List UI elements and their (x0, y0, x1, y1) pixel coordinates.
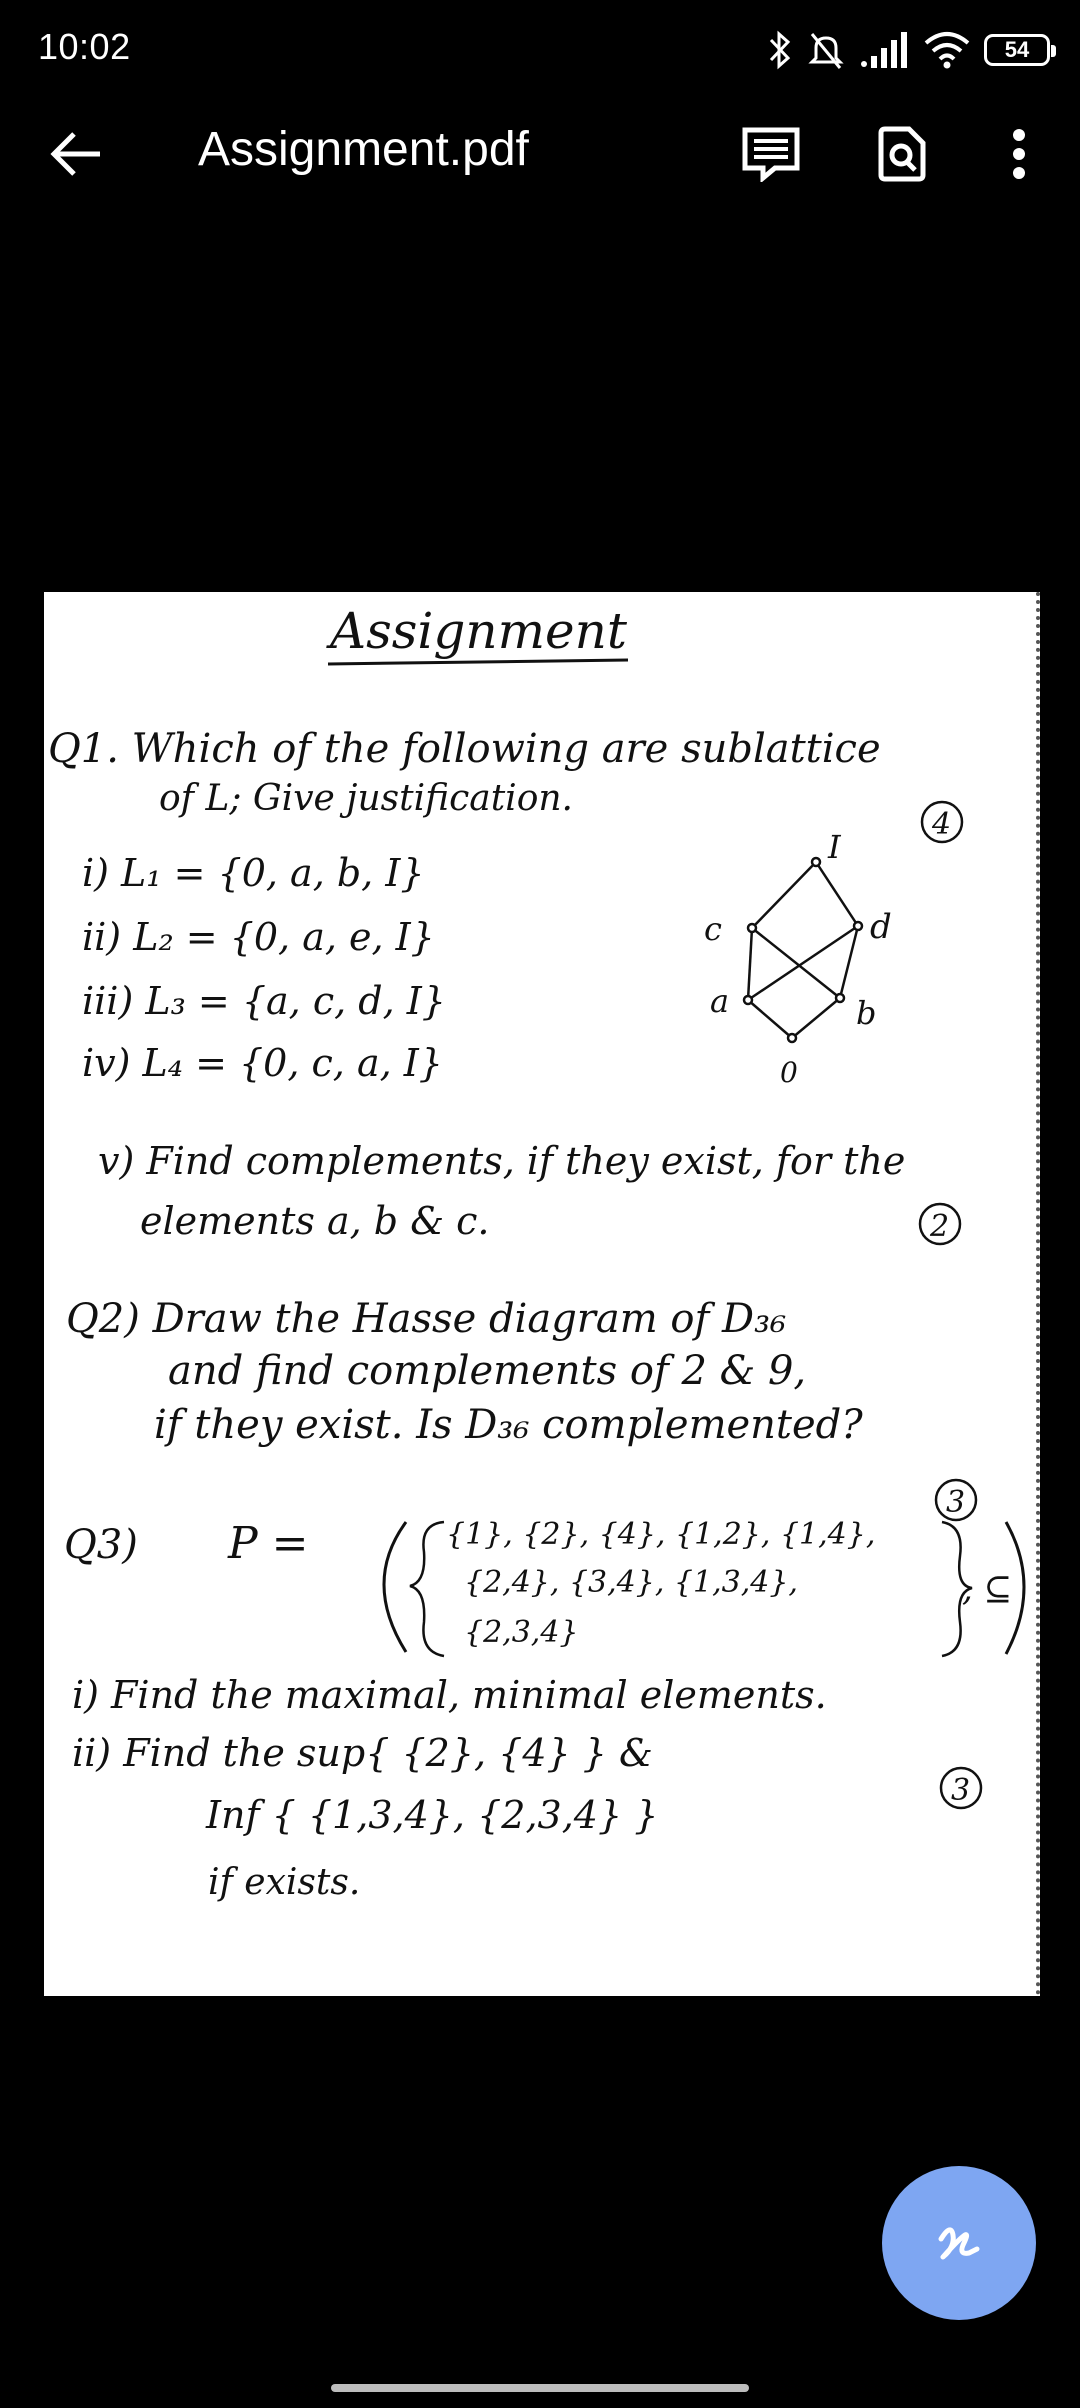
annotate-pen-icon (929, 2213, 989, 2273)
q3-marks: 3 (951, 1773, 971, 1808)
bluetooth-icon (768, 30, 792, 70)
q3-open-paren (384, 1522, 406, 1652)
q3-part2-line2: Inf { {1,3,4}, {2,3,4} } (206, 1793, 659, 1837)
lattice-label-bottom: 0 (780, 1056, 798, 1089)
back-arrow-icon (40, 118, 112, 190)
app-toolbar (0, 100, 1080, 204)
home-indicator[interactable] (331, 2384, 749, 2392)
q1-line2: of L; Give justification. (159, 778, 573, 819)
find-in-document-button[interactable] (866, 118, 938, 190)
document-title: Assignment.pdf (198, 123, 529, 176)
q3-part2-line1: ii) Find the sup{ {2}, {4} } & (72, 1731, 653, 1775)
clock: 10:02 (38, 26, 131, 67)
q1-item-3: iii) L₃ = {a, c, d, I} (82, 979, 446, 1023)
q3-part2-line3: if exists. (208, 1862, 361, 1903)
lattice-label-mid-right: b (856, 994, 877, 1032)
page-content (44, 592, 1036, 1996)
q2-line2: and find complements of 2 & 9, (168, 1348, 807, 1394)
lattice-diagram (744, 858, 862, 1042)
q1-part5-marks: 2 (930, 1209, 950, 1244)
q3-p-eq: P = (228, 1518, 309, 1569)
lattice-label-left: c (704, 910, 722, 948)
q1-item-4: iv) L₄ = {0, c, a, I} (82, 1041, 443, 1085)
q1-item-2: ii) L₂ = {0, a, e, I} (82, 915, 435, 959)
more-options-button[interactable] (983, 118, 1055, 190)
status-icons (768, 22, 1050, 78)
q2-marks: 3 (946, 1485, 966, 1520)
mute-icon (806, 30, 846, 70)
heading-underline (328, 660, 628, 664)
search-document-icon (877, 125, 927, 183)
annotate-fab-button[interactable] (882, 2166, 1036, 2320)
wifi-icon (924, 31, 970, 69)
q1-line1: Q1. Which of the following are sublattice (48, 726, 881, 772)
status-bar (0, 0, 1080, 100)
pdf-page[interactable] (44, 592, 1040, 1996)
q1-part5-line1: v) Find complements, if they exist, for the (98, 1139, 906, 1183)
page-heading: Assignment (330, 602, 627, 660)
q3-open-brace (410, 1522, 444, 1656)
q1-part5-line2: elements a, b & c. (140, 1199, 490, 1243)
battery-icon (984, 34, 1050, 66)
q3-set-line2: {2,4}, {3,4}, {1,3,4}, (464, 1565, 798, 1600)
q2-line1: Q2) Draw the Hasse diagram of D₃₆ (66, 1296, 787, 1342)
lattice-label-top: I (828, 828, 841, 866)
battery-level: 54 (1004, 37, 1030, 62)
q1-item-1: i) L₁ = {0, a, b, I} (82, 851, 425, 895)
lattice-label-mid-left: a (710, 982, 730, 1020)
more-vert-icon (1011, 128, 1027, 180)
lattice-label-right: d (870, 907, 892, 947)
q3-relation: , ⊆ (962, 1569, 1013, 1609)
q3-set-line3: {2,3,4} (464, 1615, 579, 1650)
back-button[interactable] (40, 118, 112, 190)
q3-part1: i) Find the maximal, minimal elements. (72, 1673, 827, 1717)
comment-icon (741, 126, 801, 182)
signal-icon (860, 32, 910, 68)
q3-set-line1: {1}, {2}, {4}, {1,2}, {1,4}, (446, 1517, 876, 1552)
q2-line3: if they exist. Is D₃₆ complemented? (154, 1402, 863, 1448)
comments-button[interactable] (735, 118, 807, 190)
q3-label: Q3) (64, 1522, 138, 1568)
q1-marks: 4 (932, 807, 952, 842)
